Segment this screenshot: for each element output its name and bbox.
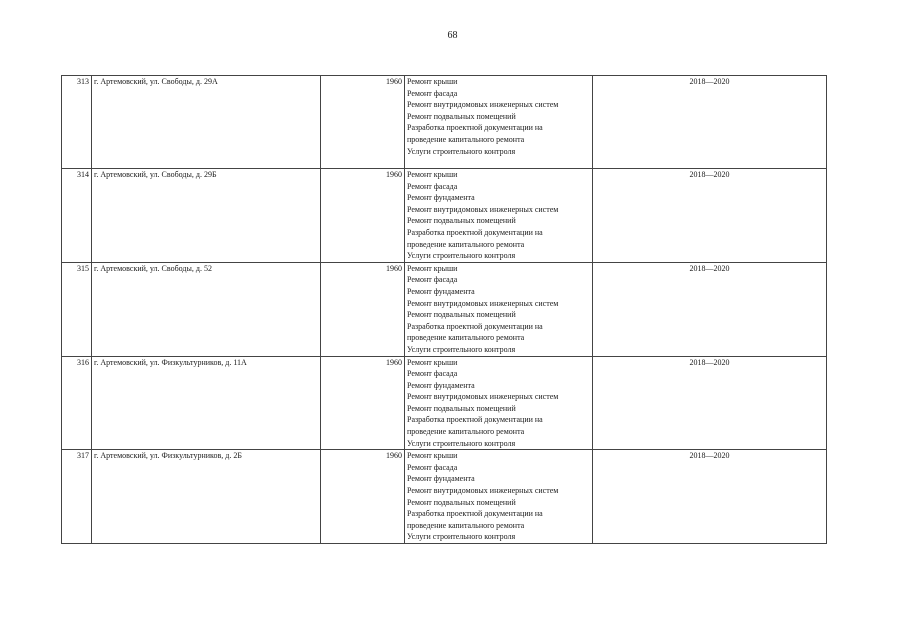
work-item: Ремонт фасада (407, 88, 458, 98)
work-item: проведение капитального ремонта (407, 333, 525, 343)
work-item: Услуги строительного контроля (407, 344, 516, 354)
address-cell: г. Артемовский, ул. Физкультурников, д. 11А (92, 356, 321, 450)
work-item: Ремонт подвальных помещений (407, 111, 516, 121)
year-cell: 1960 (321, 76, 405, 169)
repair-registry-table (61, 75, 827, 544)
work-item: Ремонт подвальных помещений (407, 216, 516, 226)
period-cell: 2018—2020 (593, 262, 827, 356)
table-row (62, 169, 827, 263)
year-cell: 1960 (321, 450, 405, 544)
works-cell (405, 356, 593, 450)
work-item: Услуги строительного контроля (407, 438, 516, 448)
works-cell (405, 169, 593, 263)
work-item: Ремонт внутридомовых инженерных систем (407, 392, 559, 402)
work-item: Ремонт внутридомовых инженерных систем (407, 298, 559, 308)
work-item: проведение капитального ремонта (407, 134, 525, 144)
table-row (62, 262, 827, 356)
work-item: Разработка проектной документации на (407, 509, 543, 519)
row-number-cell: 314 (62, 169, 92, 263)
work-item: Ремонт фасада (407, 181, 458, 191)
year-cell: 1960 (321, 262, 405, 356)
period-cell: 2018—2020 (593, 450, 827, 544)
year-cell: 1960 (321, 356, 405, 450)
address-cell: г. Артемовский, ул. Свободы, д. 29Б (92, 169, 321, 263)
works-cell (405, 450, 593, 544)
address-cell: г. Артемовский, ул. Свободы, д. 29А (92, 76, 321, 169)
work-item: Разработка проектной документации на (407, 321, 543, 331)
work-item: Разработка проектной документации на (407, 123, 543, 133)
work-item: Разработка проектной документации на (407, 415, 543, 425)
work-item: Ремонт крыши (407, 451, 458, 461)
page-number: 68 (447, 30, 458, 41)
work-item: Разработка проектной документации на (407, 227, 543, 237)
table-body (62, 76, 827, 544)
work-item: Ремонт фундамента (407, 286, 475, 296)
work-item: Услуги строительного контроля (407, 532, 516, 542)
work-item: Ремонт крыши (407, 263, 458, 273)
year-cell: 1960 (321, 169, 405, 263)
works-cell (405, 76, 593, 169)
work-item: проведение капитального ремонта (407, 427, 525, 437)
row-number-cell: 317 (62, 450, 92, 544)
table-row (62, 76, 827, 169)
row-number-cell: 315 (62, 262, 92, 356)
work-item: Услуги строительного контроля (407, 251, 516, 261)
work-item: Ремонт крыши (407, 77, 458, 86)
period-cell: 2018—2020 (593, 169, 827, 263)
work-item: Ремонт фундамента (407, 474, 475, 484)
work-item: Ремонт подвальных помещений (407, 403, 516, 413)
table-row (62, 356, 827, 450)
period-cell: 2018—2020 (593, 76, 827, 169)
work-item: Ремонт внутридомовых инженерных систем (407, 100, 559, 110)
work-item: Ремонт фасада (407, 462, 458, 472)
work-item: Ремонт фасада (407, 275, 458, 285)
work-item: проведение капитального ремонта (407, 239, 525, 249)
work-item: Ремонт фундамента (407, 380, 475, 390)
work-item: Ремонт фасада (407, 369, 458, 379)
row-number-cell: 316 (62, 356, 92, 450)
address-cell: г. Артемовский, ул. Свободы, д. 52 (92, 262, 321, 356)
work-item: Ремонт подвальных помещений (407, 310, 516, 320)
address-cell: г. Артемовский, ул. Физкультурников, д. 2Б (92, 450, 321, 544)
works-cell (405, 262, 593, 356)
period-cell: 2018—2020 (593, 356, 827, 450)
work-item: Ремонт крыши (407, 170, 458, 179)
work-item: Ремонт внутридомовых инженерных систем (407, 486, 559, 496)
table-row (62, 450, 827, 544)
work-item: Ремонт подвальных помещений (407, 497, 516, 507)
work-item: Ремонт фундамента (407, 193, 475, 203)
work-item: Ремонт внутридомовых инженерных систем (407, 204, 559, 214)
work-item: Услуги строительного контроля (407, 146, 516, 156)
work-item: Ремонт крыши (407, 357, 458, 367)
work-item: проведение капитального ремонта (407, 520, 525, 530)
row-number-cell: 313 (62, 76, 92, 169)
